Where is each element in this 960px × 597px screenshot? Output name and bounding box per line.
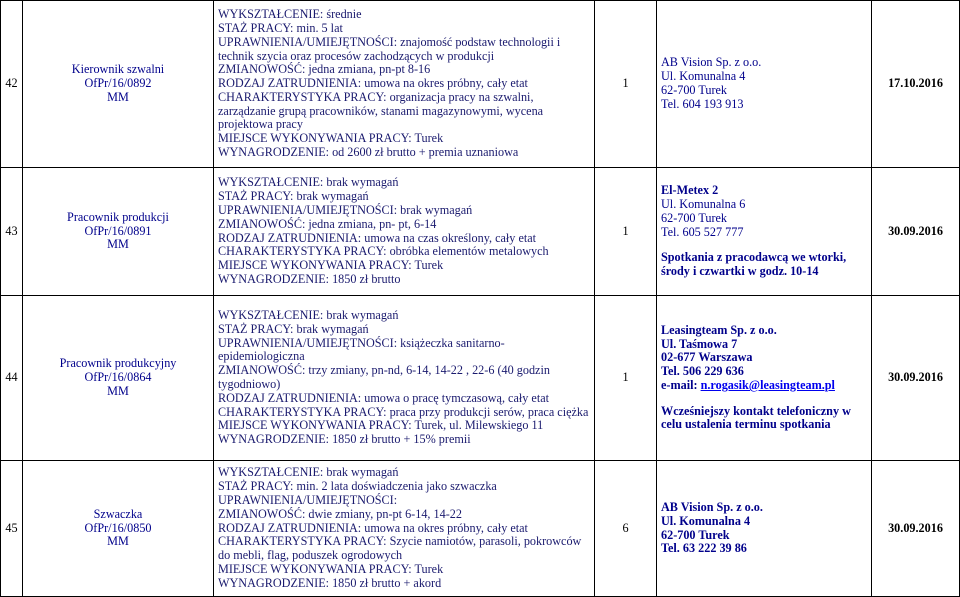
offer-code: OfPr/16/0891 — [84, 223, 152, 238]
position-title: Kierownik szwalni — [71, 62, 165, 77]
office-code: MM — [107, 237, 129, 252]
detail-employment-type: RODZAJ ZATRUDNIENIA: umowa na okres próbny, cały etat — [218, 520, 528, 535]
position-cell — [23, 296, 214, 461]
employer-cell — [657, 168, 872, 296]
detail-experience: STAŻ PRACY: min. 5 lat — [218, 20, 343, 35]
row-number: 43 — [1, 168, 23, 296]
detail-skills: UPRAWNIENIA/UMIEJĘTNOŚCI: — [218, 493, 398, 507]
offer-code: OfPr/16/0864 — [84, 370, 152, 385]
position-title: Szwaczka — [93, 506, 143, 521]
offer-code: OfPr/16/0850 — [84, 520, 152, 535]
position-cell — [23, 461, 214, 597]
details-cell — [214, 168, 595, 296]
detail-salary: WYNAGRODZENIE: 1850 zł brutto + 15% premii — [218, 432, 471, 447]
position-title: Pracownik produkcji — [67, 209, 169, 224]
table-row — [1, 1, 960, 168]
detail-workplace: MIEJSCE WYKONYWANIA PRACY: Turek — [218, 258, 444, 273]
employer-phone: Tel. 506 229 636 — [661, 364, 744, 379]
detail-shifts: ZMIANOWOŚĆ: dwie zmiany, pn-pt 6-14, 14-22 — [218, 506, 462, 521]
employer-name: AB Vision Sp. z o.o. — [661, 55, 762, 70]
detail-shifts: ZMIANOWOŚĆ: jedna zmiana, pn- pt, 6-14 — [218, 216, 437, 231]
detail-education: WYKSZTAŁCENIE: średnie — [218, 7, 362, 22]
row-number: 42 — [1, 1, 23, 168]
detail-work-description: CHARAKTERYSTYKA PRACY: obróbka elementów metalowych — [218, 244, 549, 259]
detail-education: WYKSZTAŁCENIE: brak wymagań — [218, 175, 399, 190]
detail-experience: STAŻ PRACY: brak wymagań — [218, 189, 369, 204]
detail-salary: WYNAGRODZENIE: 1850 zł brutto + akord — [218, 575, 442, 590]
employer-street: Ul. Taśmowa 7 — [661, 336, 738, 351]
employer-name: Leasingteam Sp. z o.o. — [661, 322, 777, 337]
position-title: Pracownik produkcyjny — [59, 356, 177, 371]
employer-city: 62-700 Turek — [661, 210, 728, 225]
office-code: MM — [107, 383, 129, 398]
detail-workplace: MIEJSCE WYKONYWANIA PRACY: Turek — [218, 131, 444, 146]
detail-experience: STAŻ PRACY: brak wymagań — [218, 321, 369, 336]
detail-skills: UPRAWNIENIA/UMIEJĘTNOŚCI: książeczka sanitarno-epidemiologiczna — [218, 335, 505, 364]
employer-cell — [657, 296, 872, 461]
vacancy-count: 1 — [595, 1, 657, 168]
employer-street: Ul. Komunalna 6 — [661, 196, 746, 211]
employer-street: Ul. Komunalna 4 — [661, 69, 746, 84]
details-cell — [214, 1, 595, 168]
vacancy-count: 1 — [595, 296, 657, 461]
detail-education: WYKSZTAŁCENIE: brak wymagań — [218, 465, 399, 480]
row-number: 44 — [1, 296, 23, 461]
email-label: e-mail: — [661, 377, 701, 392]
details-cell — [214, 296, 595, 461]
table-row — [1, 168, 960, 296]
employer-email-link[interactable]: n.rogasik@leasingteam.pl — [700, 377, 835, 392]
employer-name: AB Vision Sp. z o.o. — [661, 499, 763, 514]
employer-phone: Tel. 63 222 39 86 — [661, 541, 747, 556]
detail-salary: WYNAGRODZENIE: 1850 zł brutto — [218, 271, 401, 286]
offer-date: 30.09.2016 — [872, 296, 960, 461]
employer-name: El-Metex 2 — [661, 183, 719, 198]
detail-workplace: MIEJSCE WYKONYWANIA PRACY: Turek — [218, 561, 444, 576]
table-row — [1, 461, 960, 597]
offer-code: OfPr/16/0892 — [84, 76, 152, 91]
employer-note: Wcześniejszy kontakt telefoniczny w celu ustalenia terminu spotkania — [661, 403, 851, 432]
employer-city: 02-677 Warszawa — [661, 350, 753, 365]
detail-experience: STAŻ PRACY: min. 2 lata doświadczenia jako szwaczka — [218, 479, 497, 494]
detail-work-description: CHARAKTERYSTYKA PRACY: praca przy produkcji serów, praca ciężka — [218, 404, 589, 419]
detail-salary: WYNAGRODZENIE: od 2600 zł brutto + premia uznaniowa — [218, 145, 519, 160]
details-cell — [214, 461, 595, 597]
employer-street: Ul. Komunalna 4 — [661, 513, 751, 528]
detail-skills: UPRAWNIENIA/UMIEJĘTNOŚCI: znajomość podstaw technologii i technik szycia oraz procesów zachodzących w produkcji — [218, 34, 561, 63]
detail-work-description: CHARAKTERYSTYKA PRACY: organizacja pracy na szwalni, zarządzanie grupą pracowników, stanami magazynowymi, wycena projektowa pracy — [218, 89, 544, 132]
detail-employment-type: RODZAJ ZATRUDNIENIA: umowa o pracę tymczasową, cały etat — [218, 390, 549, 405]
employer-email-line — [661, 379, 867, 393]
employer-phone: Tel. 605 527 777 — [661, 224, 744, 239]
detail-skills: UPRAWNIENIA/UMIEJĘTNOŚCI: brak wymagań — [218, 202, 473, 217]
office-code: MM — [107, 89, 129, 104]
table-row — [1, 296, 960, 461]
employer-city: 62-700 Turek — [661, 527, 730, 542]
detail-shifts: ZMIANOWOŚĆ: jedna zmiana, pn-pt 8-16 — [218, 62, 431, 77]
detail-education: WYKSZTAŁCENIE: brak wymagań — [218, 308, 399, 323]
employer-cell — [657, 461, 872, 597]
position-cell — [23, 168, 214, 296]
detail-employment-type: RODZAJ ZATRUDNIENIA: umowa na czas określony, cały etat — [218, 230, 537, 245]
row-number: 45 — [1, 461, 23, 597]
detail-employment-type: RODZAJ ZATRUDNIENIA: umowa na okres próbny, cały etat — [218, 76, 528, 91]
detail-workplace: MIEJSCE WYKONYWANIA PRACY: Turek, ul. Milewskiego 11 — [218, 418, 544, 433]
position-cell — [23, 1, 214, 168]
detail-work-description: CHARAKTERYSTYKA PRACY: Szycie namiotów, parasoli, pokrowców do mebli, flag, poduszek ogrodowych — [218, 534, 582, 563]
office-code: MM — [107, 534, 129, 549]
employer-note: Spotkania z pracodawcą we wtorki, środy i czwartki w godz. 10-14 — [661, 250, 847, 279]
employer-phone: Tel. 604 193 913 — [661, 96, 744, 111]
employer-cell — [657, 1, 872, 168]
detail-shifts: ZMIANOWOŚĆ: trzy zmiany, pn-nd, 6-14, 14-22 , 22-6 (40 godzin tygodniowo) — [218, 363, 550, 391]
vacancy-count: 6 — [595, 461, 657, 597]
vacancy-count: 1 — [595, 168, 657, 296]
employer-city: 62-700 Turek — [661, 83, 728, 97]
offer-date: 30.09.2016 — [872, 461, 960, 597]
offer-date: 17.10.2016 — [872, 1, 960, 168]
offer-date: 30.09.2016 — [872, 168, 960, 296]
